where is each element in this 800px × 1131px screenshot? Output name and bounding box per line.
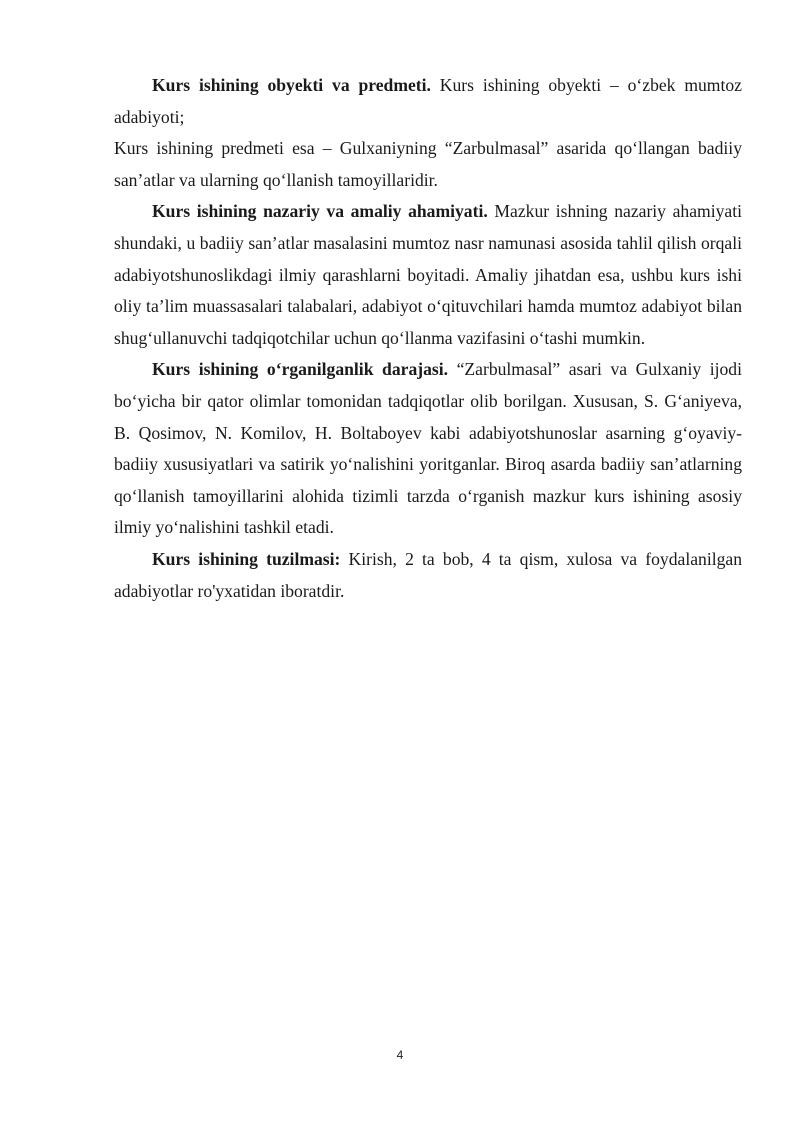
text-significance: Mazkur ishning nazariy ahamiyati shundaki, u badiiy san’atlar masalasini mumtoz nasr namunasi asosida tahlil qilish orqali adabiyotshunoslikdagi ilmiy qarashlarni boyitadi. Amaliy jihatdan esa, ushbu kurs ishi oliy ta’lim muassasalari talabalari, adabiyot o‘qituvchilari hamda mumtoz adabiyot bilan shug‘ullanuvchi tadqiqotchilar uchun qo‘llanma vazifasini o‘tashi mumkin. <box>114 201 742 348</box>
paragraph-object-subject <box>114 70 742 133</box>
paragraph-subject <box>114 133 742 196</box>
heading-research-level: Kurs ishining o‘rganilganlik darajasi. <box>152 359 449 380</box>
text-research-level: “Zarbulmasal” asari va Gulxaniy ijodi bo‘yicha bir qator olimlar tomonidan tadqiqotlar olib borilgan. Xususan, S. G‘aniyeva, B. Qosimov, N. Komilov, H. Boltaboyev kabi adabiyotshunoslar asarning g‘oyaviy-badiiy xususiyatlari va satirik yo‘nalishini yoritganlar. Biroq asarda badiiy san’atlarning qo‘llanish tamoyillarini alohida tizimli tarzda o‘rganish mazkur kurs ishining asosiy ilmiy yo‘nalishini tashkil etadi. <box>114 359 742 538</box>
heading-significance: Kurs ishining nazariy va amaliy ahamiyati. <box>152 201 488 222</box>
document-page <box>114 70 742 607</box>
text-structure: Kirish, 2 ta bob, 4 ta qism, xulosa va foydalanilgan adabiyotlar ro'yxatidan iboratdir. <box>114 548 742 601</box>
heading-object-subject: Kurs ishining obyekti va predmeti. <box>152 75 431 95</box>
text-subject: Kurs ishining predmeti esa – Gulxaniyning “Zarbulmasal” asarida qo‘llangan badiiy san’atlar va ularning qo‘llanish tamoyillaridir. <box>114 138 742 190</box>
paragraph-significance <box>114 196 742 354</box>
paragraph-research-level <box>114 354 742 544</box>
paragraph-structure <box>114 544 742 607</box>
page-number: 4 <box>396 1048 404 1062</box>
text-object-subject: Kurs ishining obyekti – o‘zbek mumtoz adabiyoti; <box>114 75 742 127</box>
heading-structure: Kurs ishining tuzilmasi: <box>152 548 341 569</box>
